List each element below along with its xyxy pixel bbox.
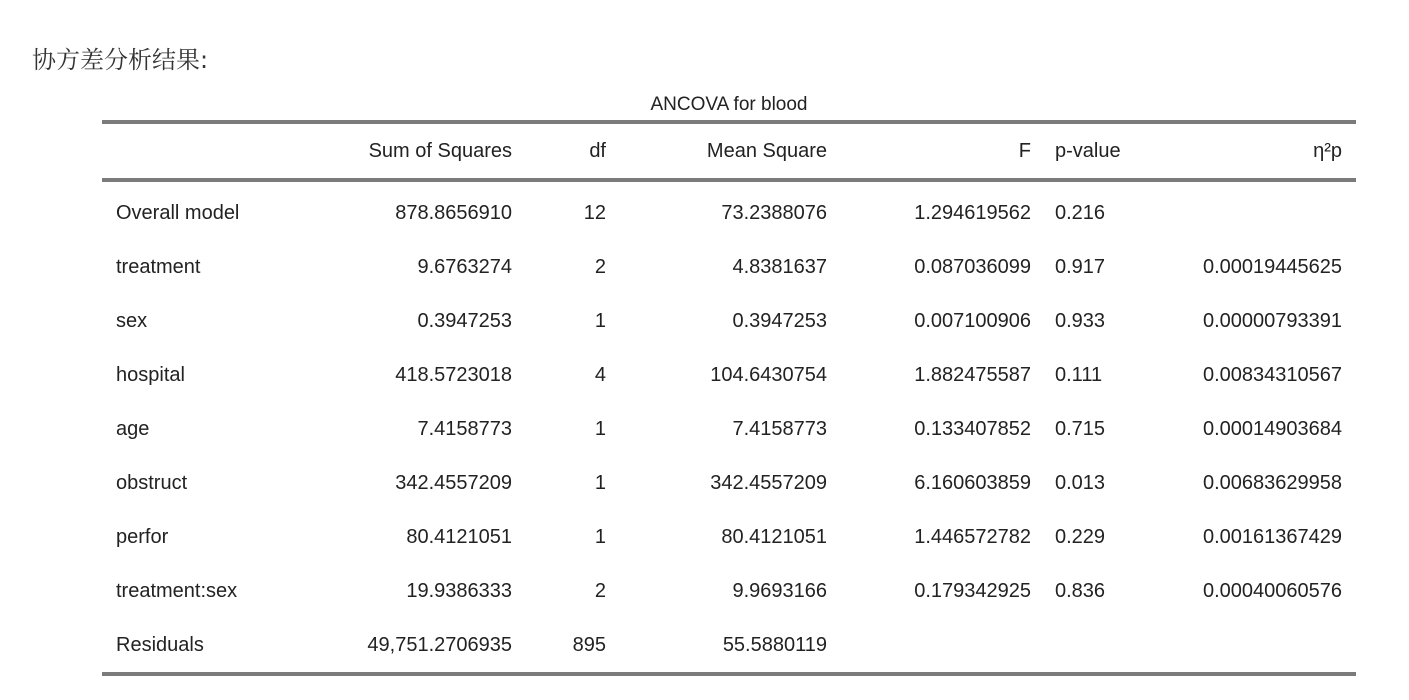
cell-sum-of-squares: 878.8656910: [395, 201, 512, 224]
table-header: [102, 122, 1356, 180]
cell-p-value: 0.111: [1055, 363, 1103, 386]
cell-sum-of-squares: 342.4557209: [395, 471, 512, 494]
cell-mean-square: 342.4557209: [710, 471, 827, 494]
cell-p-value: 0.715: [1055, 417, 1106, 440]
table-row: [102, 294, 1356, 348]
cell-f: 1.882475587: [914, 363, 1031, 386]
cell-df: 1: [594, 417, 606, 440]
ancova-table: [102, 120, 1356, 676]
ancova-table-container: [102, 92, 1356, 676]
cell-df: 1: [594, 525, 606, 548]
header-term: [102, 122, 298, 180]
cell-df: 4: [594, 363, 606, 386]
header-f: F: [839, 122, 1043, 180]
cell-sum-of-squares: 7.4158773: [417, 417, 512, 440]
table-body: [102, 180, 1356, 674]
cell-mean-square: 55.5880119: [722, 633, 827, 656]
cell-df: 1: [594, 309, 606, 332]
table-row: [102, 240, 1356, 294]
cell-mean-square: 80.4121051: [721, 525, 827, 548]
table-row: [102, 402, 1356, 456]
table-caption: ANCOVA for blood: [650, 94, 808, 115]
cell-df: 1: [594, 471, 606, 494]
table-row: [102, 564, 1356, 618]
cell-p-value: 0.013: [1055, 471, 1106, 494]
cell-mean-square: 73.2388076: [721, 201, 827, 224]
cell-p-value: 0.836: [1055, 579, 1106, 602]
table-row: [102, 618, 1356, 674]
cell-partial-eta-squared: 0.00040060576: [1202, 579, 1342, 602]
cell-term: sex: [116, 309, 148, 332]
header-df: df: [524, 122, 618, 180]
cell-sum-of-squares: 49,751.2706935: [367, 633, 512, 656]
table-row: [102, 456, 1356, 510]
cell-f: 0.179342925: [914, 579, 1031, 602]
cell-partial-eta-squared: 0.00000793391: [1202, 309, 1342, 332]
cell-partial-eta-squared: 0.00161367429: [1202, 525, 1342, 548]
cell-partial-eta-squared: [1177, 180, 1356, 240]
cell-f: 0.087036099: [914, 255, 1031, 278]
cell-mean-square: 4.8381637: [732, 255, 827, 278]
cell-term: age: [116, 417, 150, 440]
cell-f: 0.133407852: [914, 417, 1031, 440]
cell-partial-eta-squared: 0.00683629958: [1202, 471, 1342, 494]
cell-df: 12: [583, 201, 606, 224]
table-row: [102, 180, 1356, 240]
cell-term: Overall model: [116, 201, 240, 224]
header-mean-square: Mean Square: [618, 122, 839, 180]
cell-term: obstruct: [116, 471, 188, 494]
cell-f: 1.446572782: [914, 525, 1031, 548]
cell-p-value: 0.216: [1055, 201, 1106, 224]
header-row: [102, 122, 1356, 180]
cell-mean-square: 0.3947253: [732, 309, 827, 332]
cell-mean-square: 9.9693166: [732, 579, 827, 602]
cell-f: 6.160603859: [914, 471, 1031, 494]
cell-partial-eta-squared: 0.00014903684: [1202, 417, 1342, 440]
cell-f: [839, 618, 1043, 674]
page-title: 协方差分析结果:: [32, 46, 209, 74]
cell-df: 2: [594, 255, 606, 278]
cell-sum-of-squares: 0.3947253: [417, 309, 512, 332]
table-row: [102, 348, 1356, 402]
cell-p-value: 0.933: [1055, 309, 1106, 332]
cell-p-value: [1043, 618, 1177, 674]
cell-p-value: 0.229: [1055, 525, 1106, 548]
cell-mean-square: 104.6430754: [710, 363, 827, 386]
cell-partial-eta-squared: [1177, 618, 1356, 674]
cell-f: 1.294619562: [914, 201, 1031, 224]
cell-term: treatment:sex: [116, 579, 238, 602]
cell-partial-eta-squared: 0.00019445625: [1202, 255, 1342, 278]
cell-partial-eta-squared: 0.00834310567: [1202, 363, 1342, 386]
cell-f: 0.007100906: [914, 309, 1031, 332]
table-row: [102, 510, 1356, 564]
cell-sum-of-squares: 80.4121051: [406, 525, 512, 548]
header-p-value: p-value: [1043, 122, 1177, 180]
header-partial-eta-squared: η²p: [1177, 122, 1356, 180]
cell-mean-square: 7.4158773: [732, 417, 827, 440]
cell-df: 2: [594, 579, 606, 602]
cell-sum-of-squares: 9.6763274: [417, 255, 512, 278]
cell-term: treatment: [116, 255, 201, 278]
cell-df: 895: [572, 633, 606, 656]
cell-term: perfor: [116, 525, 169, 548]
cell-term: Residuals: [116, 633, 204, 656]
cell-sum-of-squares: 19.9386333: [406, 579, 512, 602]
cell-term: hospital: [116, 363, 185, 386]
cell-sum-of-squares: 418.5723018: [395, 363, 512, 386]
cell-p-value: 0.917: [1055, 255, 1106, 278]
header-sum-of-squares: Sum of Squares: [298, 122, 524, 180]
